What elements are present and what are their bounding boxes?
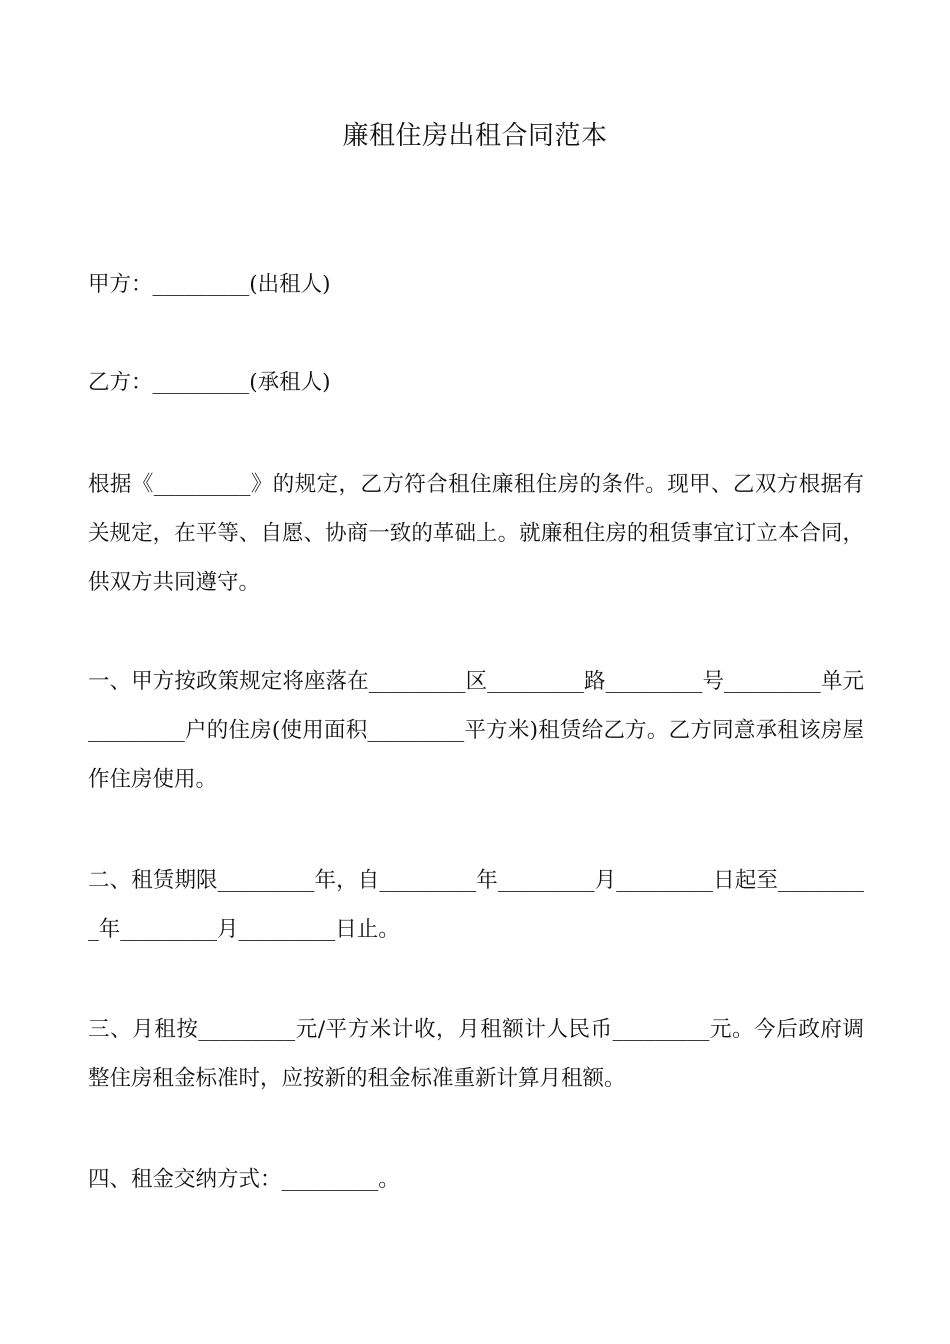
clause-4-paragraph: 四、租金交纳方式：_________。	[88, 1167, 400, 1192]
party-a-line: 甲方：_________(出租人)	[88, 272, 331, 297]
clause-1-paragraph: 一、甲方按政策规定将座落在_________区_________路_________号_________单元_________户的住房(使用面积_________平方米)租赁给乙方。乙方同意承租该房屋作住房使用。	[88, 669, 864, 792]
party-b-line: 乙方：_________(承租人)	[88, 370, 331, 395]
clause-2-paragraph: 二、租赁期限_________年，自_________年_________月_________日起至_________年_________月_________日止。	[88, 868, 864, 942]
document-title: 廉租住房出租合同范本	[342, 121, 608, 151]
preamble-paragraph: 根据《_________》的规定，乙方符合租住廉租住房的条件。现甲、乙双方根据有关规定，在平等、自愿、协商一致的革础上。就廉租住房的租赁事宜订立本合同，供双方共同遵守。	[88, 472, 864, 595]
clause-3-paragraph: 三、月租按_________元/平方米计收，月租额计人民币_________元。今后政府调整住房租金标准时，应按新的租金标准重新计算月租额。	[88, 1017, 864, 1091]
